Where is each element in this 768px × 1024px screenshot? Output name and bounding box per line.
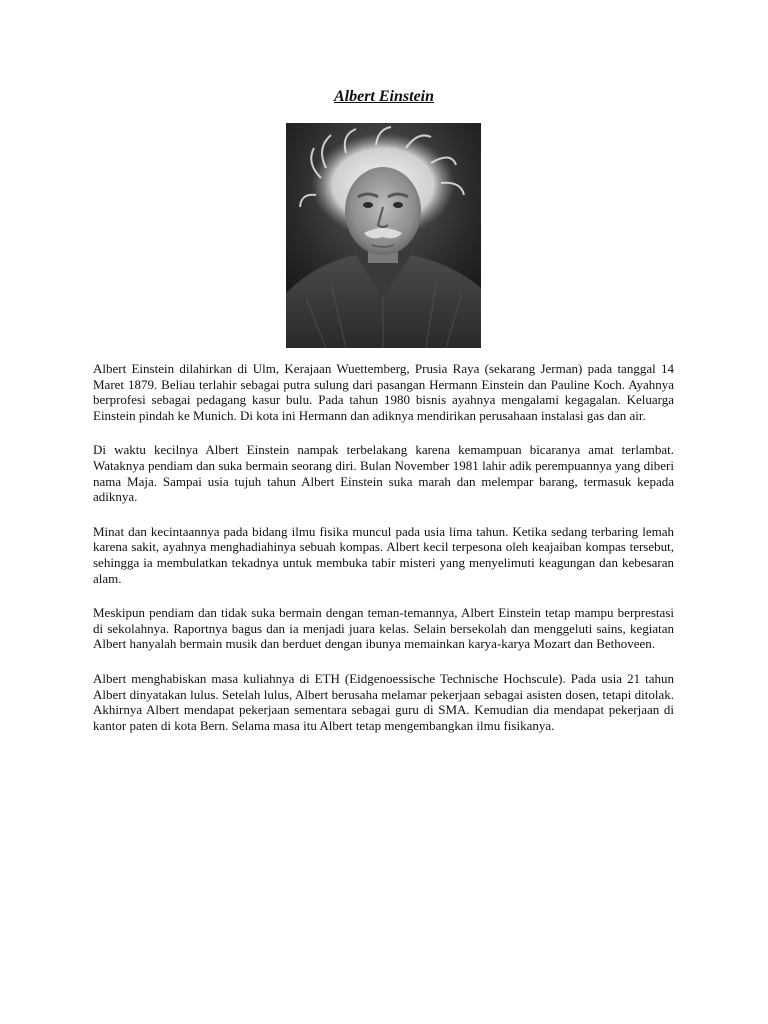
paragraph-2: Di waktu kecilnya Albert Einstein nampak terbelakang karena kemampuan bicaranya amat terlambat. Wataknya pendiam dan suka bermain seorang diri. Bulan November 1981 lahir adik perempuannya yang diberi nama Maja. Sampai usia tujuh tahun Albert Einstein suka marah dan melempar barang, termasuk kepada adiknya. [93,442,674,505]
document-title: Albert Einstein [333,88,435,105]
paragraph-1: Albert Einstein dilahirkan di Ulm, Kerajaan Wuettemberg, Prusia Raya (sekarang Jerman) pada tanggal 14 Maret 1879. Beliau terlahir sebagai putra sulung dari pasangan Hermann Einstein dan Pauline Koch. Ayahnya berprofesi sebagai pedagang kasur bulu. Pada tahun 1980 bisnis ayahnya mengalami kegagalan. Keluarga Einstein pindah ke Munich. Di kota ini Hermann dan adiknya mendirikan perusahaan instalasi gas dan air. [93,361,674,423]
paragraph-4: Meskipun pendiam dan tidak suka bermain dengan teman-temannya, Albert Einstein tetap mampu berprestasi di sekolahnya. Raportnya bagus dan ia menjadi juara kelas. Selain bersekolah dan menggeluti sains, kegiatan Albert hanyalah bermain musik dan berduet dengan ibunya memainkan karya-karya Mozart dan Bethoveen. [93,605,674,652]
body-text [93,361,674,752]
portrait-photo [286,123,481,348]
paragraph-5: Albert menghabiskan masa kuliahnya di ETH (Eidgenoessische Technische Hochscule). Pada usia 21 tahun Albert dinyatakan lulus. Setelah lulus, Albert berusaha melamar pekerjaan sebagai asisten dosen, tetapi ditolak. Akhirnya Albert mendapat pekerjaan sementara sebagai guru di SMA. Kemudian dia mendapat pekerjaan di kantor paten di kota Bern. Selama masa itu Albert tetap mengembangkan ilmu fisikanya. [93,670,674,733]
paragraph-3: Minat dan kecintaannya pada bidang ilmu fisika muncul pada usia lima tahun. Ketika sedang terbaring lemah karena sakit, ayahnya menghadiahinya sebuah kompas. Albert kecil terpesona oleh keajaiban kompas tersebut, sehingga ia membulatkan tekadnya untuk membuka tabir misteri yang menyelimuti keagungan dan kebesaran alam. [93,523,674,586]
